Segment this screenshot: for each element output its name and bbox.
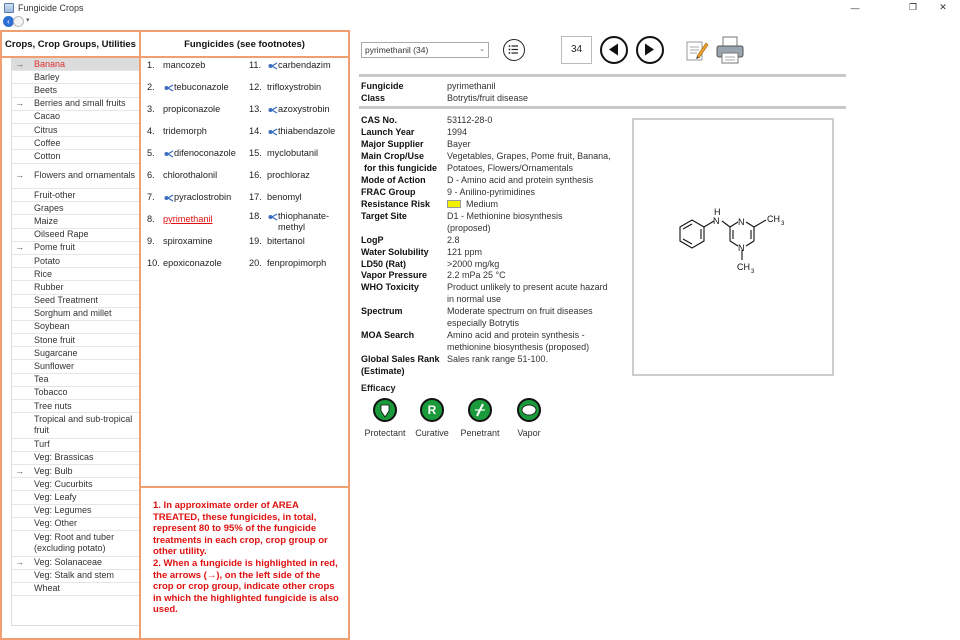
crop-label: Veg: Legumes (34, 505, 92, 516)
crop-label: Grapes (34, 202, 64, 213)
crop-list-item[interactable] (12, 308, 140, 321)
crop-list-item[interactable] (12, 164, 140, 190)
crop-arrow-indicator: → (15, 58, 24, 69)
next-icon[interactable] (636, 36, 664, 64)
fungicide-name: mancozeb (163, 60, 206, 70)
detail-value-text: in normal use (447, 293, 502, 304)
crop-label: Banana (34, 58, 66, 69)
crop-list-item[interactable] (12, 531, 140, 557)
fungicide-name: thiabendazole (278, 126, 336, 136)
systemic-icon (267, 212, 278, 222)
crop-list-item[interactable] (12, 189, 140, 202)
fungicide-list-item[interactable] (147, 148, 247, 159)
crop-list-item[interactable] (12, 505, 140, 518)
detail-label (361, 330, 414, 342)
detail-label-text: Resistance Risk (361, 199, 431, 209)
crop-list-item[interactable] (12, 413, 140, 439)
crop-list-item[interactable] (12, 387, 140, 400)
crop-label: Pome fruit (34, 242, 76, 253)
minimize-button[interactable]: — (850, 2, 860, 13)
crop-list-item[interactable] (12, 360, 140, 373)
dropdown-value: pyrimethanil (34) (365, 45, 429, 55)
fungicide-number: 15. (249, 148, 262, 158)
fungicide-label: Fungicide (361, 81, 404, 91)
crop-list-item[interactable] (12, 98, 140, 111)
detail-label-text: Global Sales Rank (361, 354, 440, 364)
fungicide-name: chlorothalonil (163, 170, 218, 180)
crop-arrow-indicator: → (15, 465, 24, 476)
fungicide-name: pyraclostrobin (174, 192, 232, 202)
detail-label (361, 259, 406, 271)
fungicides-panel-header: Fungicides (see footnotes) (141, 32, 348, 58)
crop-label: Tea (34, 374, 49, 385)
fungicide-name: myclobutanil (267, 148, 319, 158)
detail-value (447, 187, 535, 199)
crop-list-item[interactable] (12, 583, 140, 596)
crop-list-item[interactable] (12, 491, 140, 504)
crop-list-item[interactable] (12, 557, 140, 570)
crop-list-item[interactable] (12, 295, 140, 308)
detail-value-text: methionine biosynthesis (proposed) (447, 341, 590, 352)
detail-label-text: LD50 (Rat) (361, 259, 407, 269)
fungicide-list-item[interactable] (147, 236, 247, 247)
detail-label-text: LogP (361, 235, 384, 245)
crop-label: Veg: Leafy (34, 492, 77, 503)
crop-label: Wheat (34, 583, 61, 594)
previous-icon[interactable] (600, 36, 628, 64)
detail-value-text: Bayer (447, 139, 471, 149)
systemic-icon (163, 149, 174, 159)
fungicide-number: 8. (147, 214, 155, 224)
fungicide-number: 18. (249, 211, 262, 221)
detail-label-text: FRAC Group (361, 187, 416, 197)
edit-icon[interactable] (684, 37, 710, 63)
fungicide-list-item[interactable] (147, 214, 247, 225)
structure-label-sub3: 3 (751, 269, 755, 275)
detail-value-text: Vegetables, Grapes, Pome fruit, Banana, (447, 151, 611, 161)
fungicide-name: azoxystrobin (278, 104, 330, 114)
fungicide-name: spiroxamine (163, 236, 213, 246)
forward-arrow-icon[interactable] (13, 16, 24, 27)
fungicide-number: 19. (249, 236, 262, 246)
crop-label: Sugarcane (34, 347, 78, 358)
detail-value-text: (proposed) (447, 222, 491, 233)
fungicide-number: 11. (249, 60, 262, 70)
curative-r-icon[interactable] (420, 398, 444, 422)
detail-value-text: Sales rank range 51-100. (447, 354, 549, 364)
efficacy-label: Curative (415, 428, 449, 438)
crop-label: Veg: Cucurbits (34, 478, 93, 489)
fungicide-value: pyrimethanil (447, 81, 496, 91)
fungicide-name: tridemorph (163, 126, 207, 136)
detail-value (447, 282, 608, 306)
detail-value-text: D1 - Methionine biosynthesis (447, 211, 563, 221)
crop-list-item[interactable] (12, 242, 140, 255)
nav-dropdown-icon[interactable]: ▾ (26, 17, 30, 24)
crop-label: Stone fruit (34, 334, 76, 345)
detail-label-text: CAS No. (361, 115, 397, 125)
structure-label-n: N (738, 217, 745, 227)
detail-value-text: Product unlikely to present acute hazard (447, 282, 608, 292)
crop-label: Beets (34, 84, 58, 95)
crop-label: Tropical and sub-tropical fruit (34, 414, 133, 436)
crop-label: Soybean (34, 321, 70, 332)
crop-list-item[interactable] (12, 465, 140, 478)
page-number[interactable]: 34 (561, 36, 592, 64)
fungicide-name: pyrimethanil (163, 214, 213, 224)
fungicide-number: 7. (147, 192, 155, 202)
crop-list (11, 58, 141, 626)
crop-list-item[interactable] (12, 281, 140, 294)
efficacy-label: Protectant (364, 428, 406, 438)
fungicide-number: 2. (147, 82, 155, 92)
fungicide-list-item[interactable] (147, 60, 247, 71)
crop-label: Potato (34, 255, 61, 266)
detail-label-text: Major Supplier (361, 139, 424, 149)
crop-list-item[interactable] (12, 478, 140, 491)
efficacy-label: Vapor (517, 428, 541, 438)
close-button[interactable]: ✕ (939, 2, 947, 12)
fungicide-name: fenpropimorph (267, 258, 327, 268)
structure-label-n: N (738, 243, 745, 253)
crop-list-item[interactable] (12, 400, 140, 413)
detail-label (361, 127, 414, 139)
fungicide-number: 3. (147, 104, 155, 114)
fungicide-number: 5. (147, 148, 155, 158)
detail-label-text: (Estimate) (361, 365, 405, 376)
risk-level-swatch (447, 200, 461, 208)
fungicide-list-item[interactable] (249, 82, 345, 93)
fungicide-list-item[interactable] (147, 126, 247, 137)
detail-value (447, 127, 467, 139)
crop-label: Turf (34, 439, 50, 450)
efficacy-label: Penetrant (460, 428, 500, 438)
systemic-icon (163, 193, 174, 203)
crop-arrow-indicator: → (15, 170, 24, 181)
detail-label (361, 175, 426, 187)
detail-value (447, 354, 548, 366)
fungicide-name: bitertanol (267, 236, 305, 246)
crop-label: Sorghum and millet (34, 308, 112, 319)
detail-value (447, 235, 460, 247)
detail-value (447, 270, 506, 282)
structure-label-ch3: CH (767, 214, 780, 224)
detail-label (361, 270, 427, 282)
class-label: Class (361, 93, 386, 103)
fungicide-number: 14. (249, 126, 262, 136)
fungicide-name: thiophanate-methyl (278, 211, 330, 232)
structure-label-sub3: 3 (781, 221, 785, 227)
crop-list-item[interactable] (12, 268, 140, 281)
crop-list-item[interactable] (12, 347, 140, 360)
crop-arrow-indicator: → (15, 242, 24, 253)
fungicide-name: trifloxystrobin (267, 82, 322, 92)
fungicide-list-item[interactable] (249, 192, 345, 203)
detail-value (447, 151, 611, 175)
fungicide-number: 13. (249, 104, 262, 114)
crop-label: Tobacco (34, 387, 68, 398)
structure-label-h: H (714, 207, 721, 217)
detail-value (447, 139, 471, 151)
fungicide-list-item[interactable] (249, 104, 345, 115)
nav-bar (0, 15, 960, 28)
penetrant-icon[interactable] (468, 398, 492, 422)
fungicide-number: 9. (147, 236, 155, 246)
crop-label: Rubber (34, 281, 64, 292)
crop-label: Veg: Bulb (34, 465, 73, 476)
footnotes-text (150, 500, 340, 616)
detail-label-text: Main Crop/Use (361, 151, 425, 161)
footnote-2: 2. When a fungicide is highlighted in red, the arrows (→), on the left side of the crop or crop group, indicate other crops in which the highlighted fungicide is also used. (153, 557, 339, 616)
detail-label-text: Vapor Pressure (361, 270, 428, 280)
detail-label-text: Target Site (361, 211, 407, 221)
detail-label-text: for this fungicide (364, 162, 437, 173)
crop-label: Oilseed Rape (34, 229, 89, 240)
detail-label (361, 247, 429, 259)
detail-value (447, 115, 492, 127)
detail-label-text: Spectrum (361, 306, 403, 316)
fungicide-list-item[interactable] (249, 148, 345, 159)
chemical-structure-image (632, 118, 834, 376)
fungicide-list-item[interactable] (249, 60, 345, 71)
fungicide-number: 10. (147, 258, 160, 268)
detail-value-text: Moderate spectrum on fruit diseases (447, 306, 593, 316)
back-arrow-icon[interactable]: ‹ (3, 16, 14, 27)
fungicide-list-item[interactable] (147, 192, 247, 203)
detail-value (447, 199, 498, 211)
fungicide-number: 17. (249, 192, 262, 202)
detail-value-text: D - Amino acid and protein synthesis (447, 175, 594, 185)
detail-value-text: 2.8 (447, 235, 460, 245)
detail-label (361, 282, 419, 294)
fungicide-list-item[interactable] (249, 211, 345, 233)
crop-list-item[interactable] (12, 71, 140, 84)
crop-list-item[interactable] (12, 58, 140, 71)
crop-label: Veg: Stalk and stem (34, 570, 115, 581)
detail-label (361, 306, 403, 318)
crop-arrow-indicator: → (15, 98, 24, 109)
detail-value-text: Medium (466, 199, 499, 209)
fungicides-panel (139, 30, 350, 488)
class-value: Botrytis/fruit disease (447, 93, 529, 103)
detail-label (361, 151, 437, 174)
crops-panel (0, 30, 141, 640)
detail-label-text: Launch Year (361, 127, 415, 137)
crop-list-item[interactable] (12, 452, 140, 465)
crop-label: Sunflower (34, 361, 75, 372)
footnotes-panel (139, 486, 350, 640)
window-title: Fungicide Crops (18, 2, 84, 13)
fungicide-list-item[interactable] (249, 236, 345, 247)
detail-value-text: Potatoes, Flowers/Ornamentals (447, 162, 574, 173)
crop-label: Veg: Brassicas (34, 452, 94, 463)
crop-list-item[interactable] (12, 111, 140, 124)
structure-label-ch3: CH (737, 262, 750, 272)
crop-list-item[interactable] (12, 518, 140, 531)
detail-label (361, 211, 407, 223)
crop-label: Cotton (34, 150, 61, 161)
crop-label: Veg: Other (34, 518, 78, 529)
fungicide-number: 16. (249, 170, 262, 180)
detail-label-text: WHO Toxicity (361, 282, 419, 292)
detail-value (447, 306, 593, 330)
fungicide-number: 12. (249, 82, 262, 92)
vapor-icon[interactable] (517, 398, 541, 422)
shield-icon[interactable] (373, 398, 397, 422)
fungicide-name: difenoconazole (174, 148, 236, 158)
crop-label: Barley (34, 71, 60, 82)
crop-label: Veg: Root and tuber (excluding potato) (34, 532, 115, 554)
efficacy-title: Efficacy (361, 383, 396, 393)
crop-label: Fruit-other (34, 189, 76, 200)
detail-value-text: >2000 mg/kg (447, 259, 500, 269)
crop-list-item[interactable] (12, 84, 140, 97)
fungicide-list-item[interactable] (147, 104, 247, 115)
crop-label: Flowers and ornamentals (34, 170, 136, 181)
crop-list-item[interactable] (12, 202, 140, 215)
footnote-1: 1. In approximate order of AREA TREATED, these fungicides, in total, represent 80 to 95% of the fungicide treatments in each crop, crop group or other utility. (153, 500, 328, 558)
crop-label: Berries and small fruits (34, 98, 126, 109)
crop-label: Coffee (34, 137, 61, 148)
crop-label: Veg: Solanaceae (34, 557, 103, 568)
detail-value-text: especially Botrytis (447, 317, 520, 328)
crop-list-item[interactable] (12, 229, 140, 242)
systemic-icon (267, 61, 278, 71)
fungicide-list-item[interactable] (147, 82, 247, 93)
fungicide-list-item[interactable] (249, 126, 345, 137)
detail-label (361, 139, 424, 151)
crop-list-item[interactable] (12, 321, 140, 334)
crop-list-item[interactable] (12, 215, 140, 228)
fungicide-name: epoxiconazole (163, 258, 222, 268)
detail-value-text: Amino acid and protein synthesis - (447, 330, 585, 340)
crop-list-item[interactable] (12, 570, 140, 583)
fungicide-number: 4. (147, 126, 155, 136)
crop-label: Tree nuts (34, 400, 72, 411)
crop-list-item[interactable] (12, 137, 140, 150)
fungicide-name: propiconazole (163, 104, 221, 114)
title-bar (0, 0, 960, 15)
detail-value (447, 247, 482, 259)
crop-list-item[interactable] (12, 439, 140, 452)
detail-label (361, 235, 384, 247)
detail-value (447, 211, 563, 235)
crop-label: Rice (34, 268, 53, 279)
fungicide-list-item[interactable] (249, 258, 345, 269)
crop-list-item[interactable] (12, 255, 140, 268)
restore-button[interactable]: ❐ (908, 2, 918, 12)
fungicide-list-item[interactable] (249, 170, 345, 181)
fungicide-name: benomyl (267, 192, 302, 202)
chevron-down-icon: ⌄ (479, 46, 485, 53)
detail-label (361, 354, 440, 377)
crop-label: Citrus (34, 124, 58, 135)
crop-arrow-indicator: → (15, 557, 24, 568)
systemic-icon (163, 83, 174, 93)
structure-label-n: N (713, 216, 720, 226)
app-icon (4, 3, 14, 13)
detail-value-text: 121 ppm (447, 247, 483, 257)
crop-label: Maize (34, 215, 59, 226)
fungicide-name: tebuconazole (174, 82, 229, 92)
systemic-icon (267, 105, 278, 115)
crops-panel-header: Crops, Crop Groups, Utilities (2, 32, 139, 58)
crop-list-item[interactable] (12, 124, 140, 137)
detail-value-text: 9 - Anilino-pyrimidines (447, 187, 536, 197)
detail-label-text: Water Solubility (361, 247, 429, 257)
detail-value-text: 2.2 mPa 25 °C (447, 270, 506, 280)
crop-list-item[interactable] (12, 374, 140, 387)
crop-label: Cacao (34, 111, 61, 122)
fungicide-number: 20. (249, 258, 262, 268)
crop-list-item[interactable] (12, 150, 140, 163)
divider (359, 74, 846, 77)
detail-label (361, 187, 416, 199)
detail-label (361, 115, 397, 127)
detail-value (447, 175, 593, 187)
print-icon[interactable] (715, 36, 745, 64)
fungicide-number: 6. (147, 170, 155, 180)
detail-value-text: 53112-28-0 (447, 115, 493, 125)
curative-glyph: R (427, 403, 437, 417)
detail-value (447, 330, 589, 354)
fungicide-list-item[interactable] (147, 170, 247, 181)
divider (359, 106, 846, 109)
fungicide-name: carbendazim (278, 60, 331, 70)
crop-list-item[interactable] (12, 334, 140, 347)
list-icon[interactable] (503, 39, 525, 61)
systemic-icon (267, 127, 278, 137)
detail-label (361, 199, 430, 211)
detail-label-text: MOA Search (361, 330, 415, 340)
fungicide-list-item[interactable] (147, 258, 247, 269)
crop-label: Seed Treatment (34, 295, 99, 306)
fungicide-name: prochloraz (267, 170, 310, 180)
detail-value-text: 1994 (447, 127, 468, 137)
fungicide-number: 1. (147, 60, 155, 70)
detail-label-text: Mode of Action (361, 175, 426, 185)
fungicide-dropdown[interactable] (361, 42, 489, 58)
